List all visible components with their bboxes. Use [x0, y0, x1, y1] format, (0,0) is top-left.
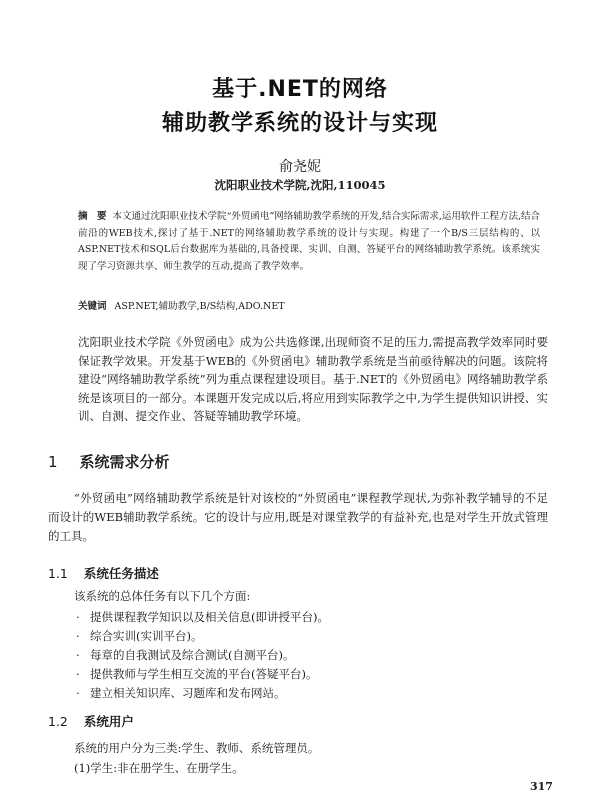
- list-item: · 提供教师与学生相互交流的平台(答疑平台)。: [76, 665, 329, 684]
- section-1-1-number: 1.1: [48, 566, 68, 581]
- keywords-text: ASP.NET,辅助教学,B/S结构,ADO.NET: [114, 301, 285, 312]
- bullet-icon: ·: [76, 610, 80, 624]
- page-number: 317: [530, 780, 553, 793]
- intro-paragraph: 沈阳职业技术学院《外贸函电》成为公共选修课,出现师资不足的压力,需提高教学效率同时要保证教学效果。开发基于WEB的《外贸函电》辅助教学系统是当前亟待解决的问题。该院将建设“网络辅助教学系统”列为重点课程建设项目。基于.NET的《外贸函电》网络辅助教学系统是该项目的一部分。本课题开发完成以后,将应用到实际教学之中,为学生提供知识讲授、实训、自测、提交作业、答疑等辅助教学环境。: [78, 335, 548, 423]
- abstract-label: 摘 要: [78, 211, 107, 222]
- section-1-1-title: 系统任务描述: [83, 566, 159, 581]
- title-line-2: 辅助教学系统的设计与实现: [161, 111, 438, 136]
- section-1-paragraph: “外贸函电”网络辅助教学系统是针对该校的“外贸函电”课程教学现状,为弥补教学辅导的不足而设计的WEB辅助教学系统。它的设计与应用,既是对课堂教学的有益补充,也是对学生开放式管理的工具。: [48, 491, 548, 543]
- task-lead: 该系统的总体任务有以下几个方面:: [74, 589, 251, 603]
- section-1-2-number: 1.2: [48, 714, 68, 729]
- section-1-1-heading: [48, 564, 548, 582]
- abstract: [78, 209, 540, 275]
- list-item: · 建立相关知识库、习题库和发布网站。: [76, 684, 329, 703]
- keywords-label: 关键词: [78, 301, 107, 312]
- list-item: · 每章的自我测试及综合测试(自测平台)。: [76, 646, 329, 665]
- section-1-title: 系统需求分析: [79, 453, 170, 471]
- users-line-2: (1)学生:非在册学生、在册学生。: [74, 761, 244, 775]
- author-name: 俞尧妮: [279, 159, 321, 175]
- author-affiliation: 沈阳职业技术学院,沈阳,110045: [214, 178, 386, 192]
- bullet-icon: ·: [76, 667, 80, 681]
- abstract-text: 本文通过沈阳职业技术学院“外贸函电”网络辅助教学系统的开发,结合实际需求,运用软件工程方法,结合前沿的WEB技术,探讨了基于.NET的网络辅助教学系统的设计与实现。构建了一个B/S三层结构的、以ASP.NET技术和SQL后台数据库为基础的,具备授课、实训、自测、答疑平台的网络辅助教学系统。该系统实现了学习资源共享、师生教学的互动,提高了教学效率。: [78, 211, 540, 272]
- section-1-heading: [48, 451, 548, 472]
- title-line-1: 基于.NET的网络: [212, 77, 388, 102]
- keywords: [78, 300, 540, 314]
- section-1-2-title: 系统用户: [83, 714, 134, 729]
- bullet-icon: ·: [76, 686, 80, 700]
- task-list: [76, 608, 329, 703]
- bullet-icon: ·: [76, 629, 80, 643]
- bullet-icon: ·: [76, 648, 80, 662]
- section-1-2-heading: [48, 712, 548, 730]
- section-1-number: 1: [48, 453, 58, 471]
- users-line-1: 系统的用户分为三类:学生、教师、系统管理员。: [74, 741, 320, 755]
- list-item: · 提供课程教学知识以及相关信息(即讲授平台)。: [76, 608, 329, 627]
- list-item: · 综合实训(实训平台)。: [76, 627, 329, 646]
